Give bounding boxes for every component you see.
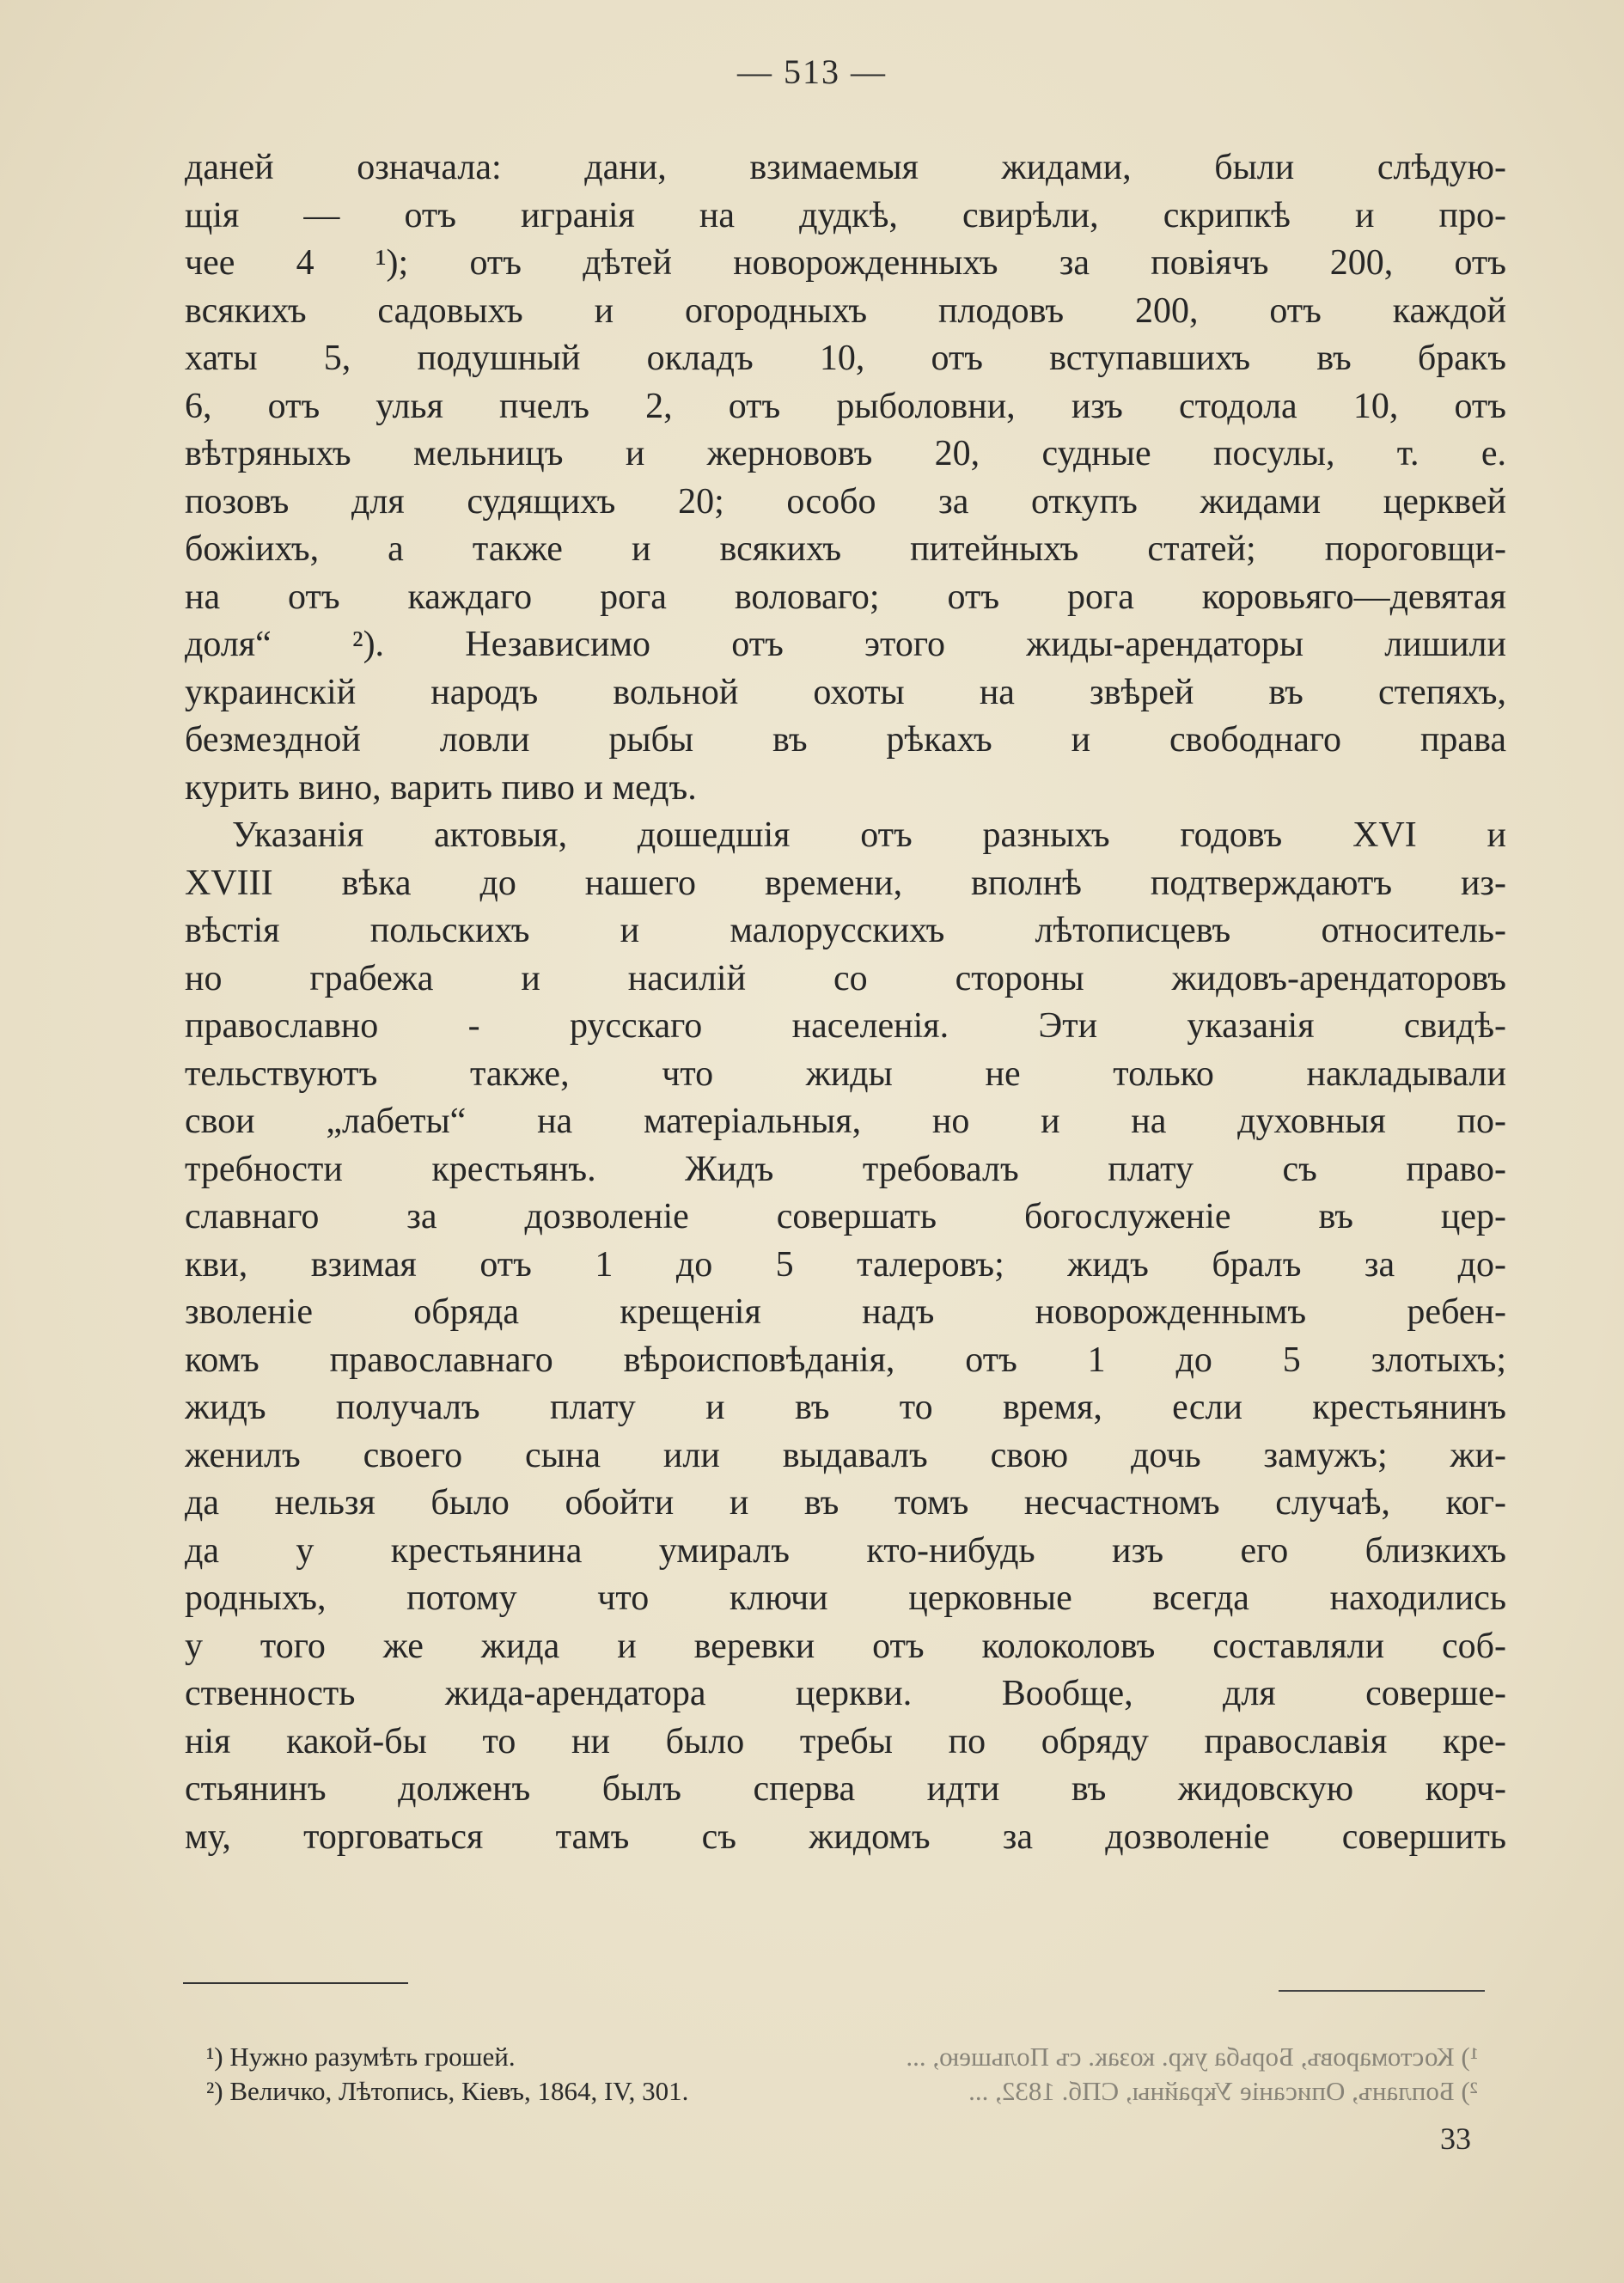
text-line: ственность жида-арендатора церкви. Вообще, для соверше- [185, 1674, 1506, 1713]
text-line: православно - русскаго населенія. Эти указанія свидѣ- [185, 1006, 1506, 1046]
text-line: хаты 5, подушный окладъ 10, отъ вступавшихъ въ бракъ [185, 339, 1506, 378]
text-line: Указанія актовыя, дошедшія отъ разныхъ годовъ XVI и [232, 815, 1506, 855]
printer-signature-mark: 33 [1440, 2121, 1471, 2156]
bleed-through-rule [1279, 1990, 1485, 1992]
text-line: чее 4 ¹); отъ дѣтей новорожденныхъ за повіячъ 200, отъ [185, 243, 1506, 283]
page-number: — 513 — [737, 52, 887, 91]
text-line: тельствуютъ также, что жиды не только накладывали [185, 1053, 1506, 1094]
text-line: зволеніе обряда крещенія надъ новорожденнымъ ребен- [185, 1292, 1506, 1332]
text-line: свои „лабеты“ на матеріальныя, но и на духовныя по- [185, 1102, 1506, 1141]
ghost-footnote: ¹) Костомаровъ, Борьба укр. козак. съ Польшею, ... [906, 2042, 1478, 2072]
text-line: на отъ каждаго рога воловаго; отъ рога коровьяго—девятая [185, 577, 1506, 617]
footnotes [206, 2040, 1065, 2109]
text-line: у того же жида и веревки отъ колоколовъ составляли соб- [185, 1626, 1506, 1666]
text-line: женилъ своего сына или выдавалъ свою дочь замужъ; жи- [185, 1435, 1506, 1475]
text-line: стьянинъ долженъ былъ сперва идти въ жидовскую корч- [185, 1769, 1506, 1809]
text-line: курить вино, варить пиво и медъ. [185, 767, 697, 808]
text-line: украинскій народъ вольной охоты на звѣрей въ степяхъ, [185, 672, 1506, 712]
footnote-rule [183, 1982, 408, 1984]
text-line: комъ православнаго вѣроисповѣданія, отъ 1 до 5 злотыхъ; [185, 1340, 1506, 1380]
text-line: XVIII вѣка до нашего времени, вполнѣ подтверждаютъ из- [185, 863, 1506, 903]
body-text [185, 144, 1506, 1861]
footnote-1: ¹) Нужно разумѣть грошей. [206, 2042, 516, 2072]
footnote-2: ²) Величко, Лѣтопись, Кіевъ, 1864, IV, 301. [206, 2076, 689, 2106]
text-line: но грабежа и насилій со стороны жидовъ-арендаторовъ [185, 958, 1506, 998]
text-line: кви, взимая отъ 1 до 5 талеровъ; жидъ бралъ за до- [185, 1244, 1506, 1285]
ghost-footnote: ²) Бопланъ, Описаніе Украйны, СПб. 1832, ... [968, 2076, 1478, 2106]
text-line: вѣтряныхъ мельницъ и жернововъ 20, судные посулы, т. е. [185, 434, 1506, 473]
text-line: му, торговаться тамъ съ жидомъ за дозволеніе совершить [185, 1816, 1506, 1857]
text-line: щія — отъ игранія на дудкѣ, свирѣли, скрипкѣ и про- [185, 195, 1506, 235]
text-line: позовъ для судящихъ 20; особо за откупъ жидами церквей [185, 481, 1506, 522]
text-line: да у крестьянина умиралъ кто-нибудь изъ его близкихъ [185, 1530, 1506, 1571]
text-line: славнаго за дозволеніе совершать богослуженіе въ цер- [185, 1197, 1506, 1236]
text-line: нія какой-бы то ни было требы по обряду православія кре- [185, 1721, 1506, 1761]
text-line: божіихъ, а также и всякихъ питейныхъ статей; пороговщи- [185, 529, 1506, 569]
text-line: доля“ ²). Независимо отъ этого жиды-арендаторы лишили [185, 625, 1506, 664]
text-line: безмездной ловли рыбы въ рѣкахъ и свободнаго права [185, 720, 1506, 760]
text-line: да нельзя было обойти и въ томъ несчастномъ случаѣ, ког- [185, 1483, 1506, 1523]
text-line: всякихъ садовыхъ и огородныхъ плодовъ 200, отъ каждой [185, 290, 1506, 331]
text-line: даней означала: дани, взимаемыя жидами, были слѣдую- [185, 148, 1506, 187]
text-line: требности крестьянъ. Жидъ требовалъ плату съ право- [185, 1149, 1506, 1189]
text-line: родныхъ, потому что ключи церковные всегда находились [185, 1578, 1506, 1618]
text-line: вѣстія польскихъ и малорусскихъ лѣтописцевъ относитель- [185, 911, 1506, 950]
text-line: 6, отъ улья пчелъ 2, отъ рыболовни, изъ стодола 10, отъ [185, 386, 1506, 426]
text-line: жидъ получалъ плату и въ то время, если крестьянинъ [185, 1388, 1506, 1427]
